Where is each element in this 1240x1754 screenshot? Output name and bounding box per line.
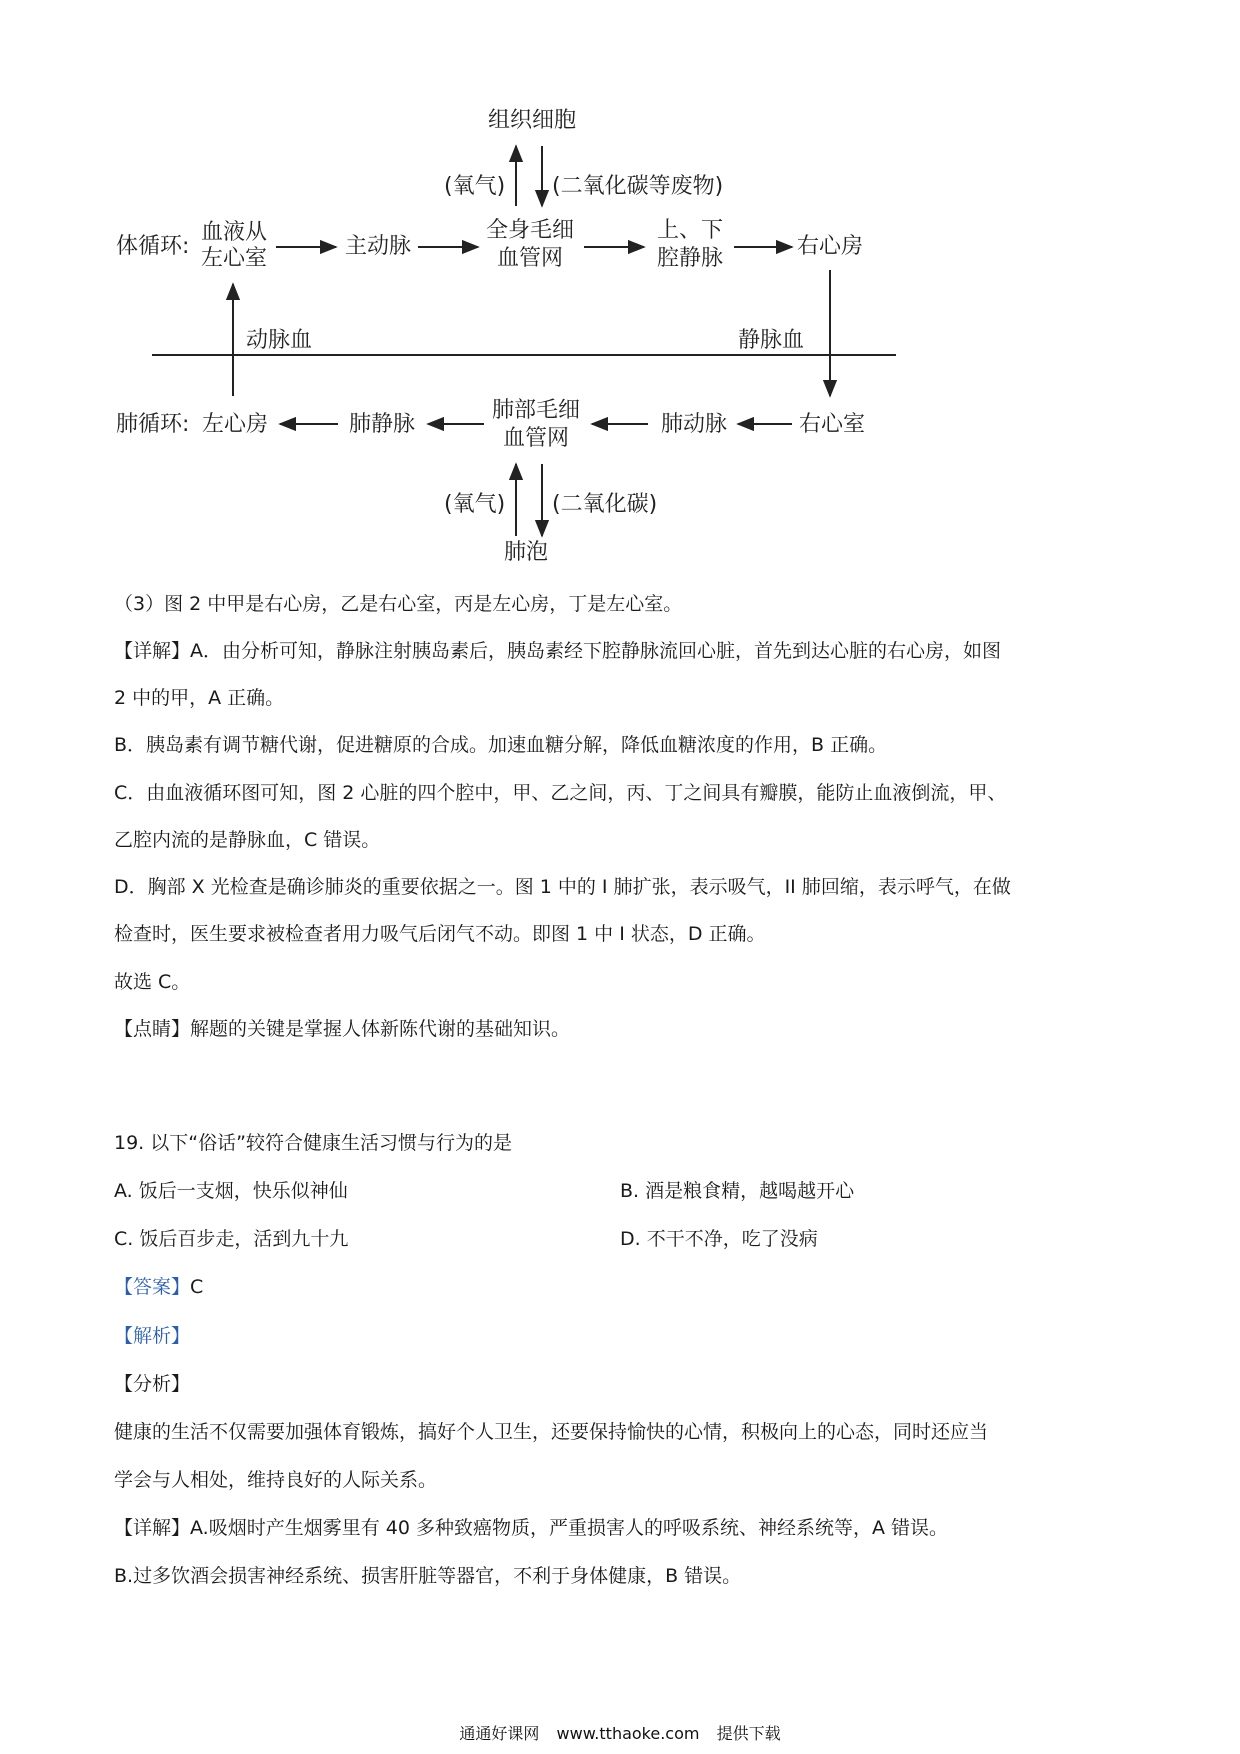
footer-url[interactable]: www.tthaoke.com bbox=[556, 1724, 700, 1743]
blood-circulation-diagram bbox=[0, 0, 1240, 580]
label-venous-blood: 静脉血 bbox=[738, 328, 805, 353]
label-pulmonary-circulation: 肺循环: bbox=[116, 412, 190, 437]
paragraph-health-2: 学会与人相处，维持良好的人际关系。 bbox=[114, 1469, 438, 1491]
label-co2-waste: (二氧化碳等废物) bbox=[552, 174, 724, 199]
paragraph-detail-d-2: 检查时，医生要求被检查者用力吸气后闭气不动。即图 1 中 I 状态，D 正确。 bbox=[114, 923, 766, 945]
paragraph-detail-b: B．胰岛素有调节糖代谢，促进糖原的合成。加速血糖分解，降低血糖浓度的作用，B 正确。 bbox=[114, 734, 888, 756]
analysis-heading: 【分析】 bbox=[114, 1373, 191, 1395]
paragraph-detail-a-2: 2 中的甲，A 正确。 bbox=[114, 687, 285, 709]
label-tissue-cells: 组织细胞 bbox=[487, 108, 577, 133]
paragraph-health-1: 健康的生活不仅需要加强体育锻炼，搞好个人卫生，还要保持愉快的心情，积极向上的心态，同时还应当 bbox=[114, 1421, 989, 1443]
label-vena-cava-2: 腔静脉 bbox=[656, 246, 724, 271]
label-body-capillary-1: 全身毛细 bbox=[485, 218, 575, 243]
label-aorta: 主动脉 bbox=[344, 234, 412, 259]
label-right-ventricle: 右心室 bbox=[798, 412, 866, 437]
option-d: D. 不干不净，吃了没病 bbox=[620, 1228, 818, 1250]
label-lung-capillary-1: 肺部毛细 bbox=[491, 398, 581, 423]
label-left-atrium: 左心房 bbox=[202, 412, 269, 437]
label-right-atrium: 右心房 bbox=[796, 234, 864, 259]
paragraph-detail-c-1: C．由血液循环图可知，图 2 心脏的四个腔中，甲、乙之间，丙、丁之间具有瓣膜，能防止血液倒流，甲、 bbox=[114, 782, 1007, 804]
label-body-capillary-2: 血管网 bbox=[496, 246, 564, 271]
paragraph-detail-smoking: 【详解】A.吸烟时产生烟雾里有 40 多种致癌物质，严重损害人的呼吸系统、神经系统等，A 错误。 bbox=[114, 1517, 948, 1539]
option-b: B. 酒是粮食精，越喝越开心 bbox=[620, 1180, 855, 1202]
paragraph-q3-answer: （3）图 2 中甲是右心房，乙是右心室，丙是左心房，丁是左心室。 bbox=[114, 593, 683, 615]
label-blood-from-lv-1: 血液从 bbox=[200, 220, 268, 245]
paragraph-detail-a-1: 【详解】A．由分析可知，静脉注射胰岛素后，胰岛素经下腔静脉流回心脏，首先到达心脏的右心房，如图 bbox=[114, 640, 1002, 662]
label-systemic-circulation: 体循环: bbox=[116, 234, 190, 259]
question-19: 19. 以下“俗话”较符合健康生活习惯与行为的是 bbox=[114, 1132, 512, 1154]
answer-value: C bbox=[190, 1276, 204, 1298]
paragraph-detail-alcohol: B.过多饮酒会损害神经系统、损害肝脏等器官，不利于身体健康，B 错误。 bbox=[114, 1565, 742, 1587]
paragraph-detail-d-1: D．胸部 X 光检查是确诊肺炎的重要依据之一。图 1 中的 I 肺扩张，表示吸气，II 肺回缩，表示呼气，在做 bbox=[114, 876, 1011, 898]
paragraph-choose: 故选 C。 bbox=[114, 971, 191, 993]
label-pulmonary-artery: 肺动脉 bbox=[660, 412, 728, 437]
label-vena-cava-1: 上、下 bbox=[656, 218, 724, 243]
footer-site-name: 通通好课网 bbox=[459, 1724, 540, 1743]
page-footer bbox=[0, 1722, 1240, 1746]
label-arterial-blood: 动脉血 bbox=[246, 328, 313, 353]
label-pulmonary-vein: 肺静脉 bbox=[348, 412, 416, 437]
paragraph-key-point: 【点睛】解题的关键是掌握人体新陈代谢的基础知识。 bbox=[114, 1018, 571, 1040]
label-oxygen-top: (氧气) bbox=[444, 174, 506, 199]
label-alveoli: 肺泡 bbox=[503, 540, 549, 565]
label-oxygen-bottom: (氧气) bbox=[444, 492, 506, 517]
answer-tag: 【答案】 bbox=[114, 1276, 191, 1298]
paragraph-detail-c-2: 乙腔内流的是静脉血，C 错误。 bbox=[114, 829, 381, 851]
option-c: C. 饭后百步走，活到九十九 bbox=[114, 1228, 349, 1250]
label-co2-bottom: (二氧化碳) bbox=[552, 492, 658, 517]
footer-download: 提供下载 bbox=[716, 1724, 781, 1743]
answer-line bbox=[114, 1273, 203, 1301]
label-lung-capillary-2: 血管网 bbox=[502, 426, 570, 451]
analysis-tag: 【解析】 bbox=[114, 1325, 191, 1347]
option-a: A. 饭后一支烟，快乐似神仙 bbox=[114, 1180, 348, 1202]
label-blood-from-lv-2: 左心室 bbox=[200, 246, 268, 271]
